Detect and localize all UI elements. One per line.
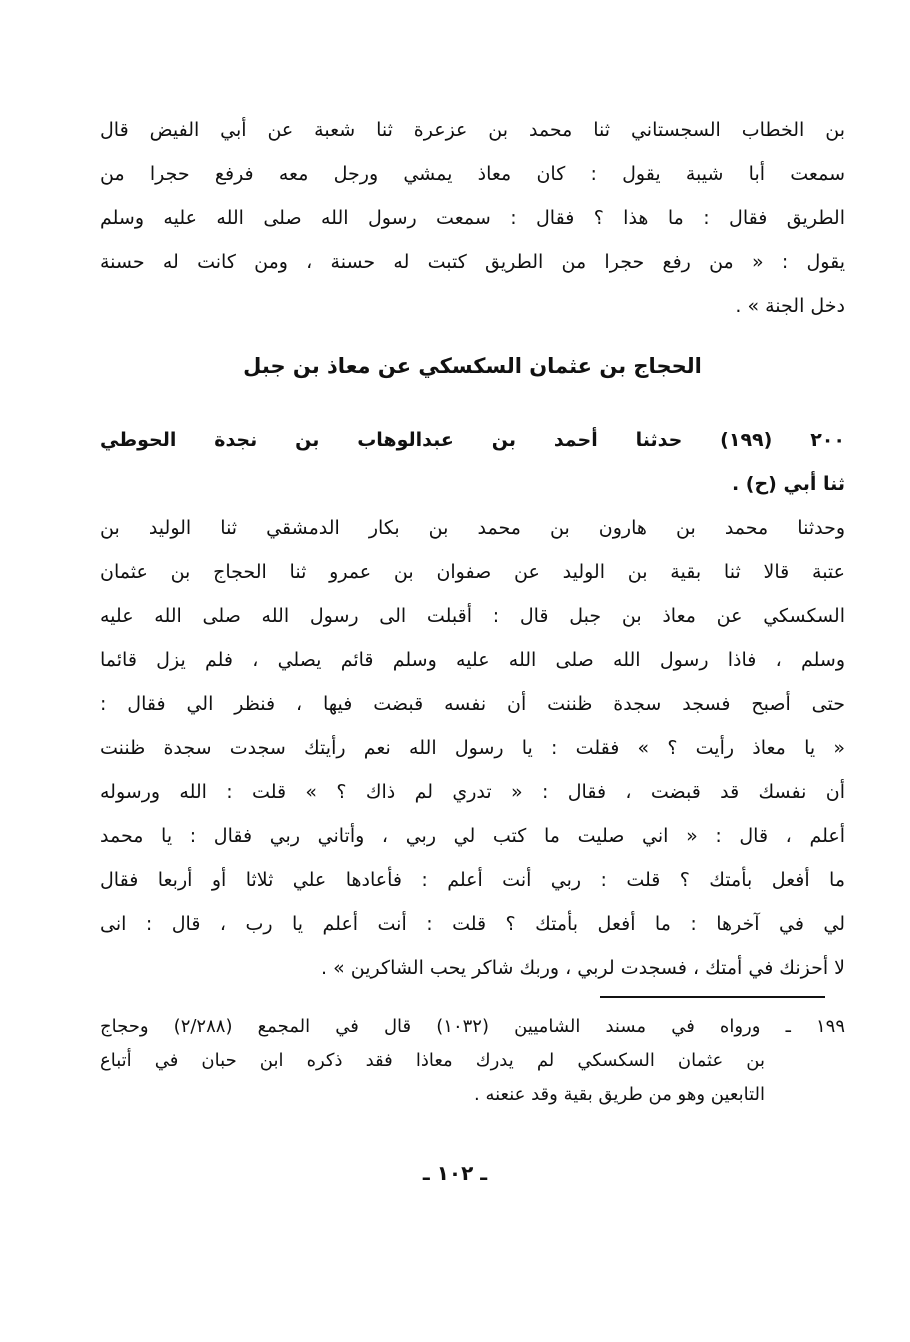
footnote-line: بن عثمان السكسكي لم يدرك معاذا فقد ذكره ابن حبان في أتباع <box>100 1050 765 1071</box>
text-line: وسلم ، فاذا رسول الله صلى الله عليه وسلم قائم يصلي ، فلم يزل قائما <box>100 649 845 671</box>
text-line: ما أفعل بأمتك ؟ قلت : ربي أنت أعلم : فأعادها علي ثلاثا أو أربعا فقال <box>100 869 845 891</box>
text-line: لي في آخرها : ما أفعل بأمتك ؟ قلت : أنت أعلم يا رب ، قال : انى <box>100 913 845 935</box>
text-line: سمعت أبا شيبة يقول : كان معاذ يمشي ورجل معه فرفع حجرا من <box>100 163 845 185</box>
text-line: « يا معاذ رأيت ؟ » فقلت : يا رسول الله نعم رأيتك سجدت سجدة ظننت <box>100 737 845 759</box>
text-line: ثنا أبي (ح) . <box>731 473 845 495</box>
hadith-paragraph-continuation <box>100 108 845 328</box>
footnote-divider <box>600 996 825 998</box>
text-line: الطريق فقال : ما هذا ؟ فقال : سمعت رسول الله صلى الله عليه وسلم <box>100 207 845 229</box>
text-line: ٢٠٠ (١٩٩) حدثنا أحمد بن عبدالوهاب بن نجدة الحوطي <box>100 429 845 451</box>
text-line: لا أحزنك في أمتك ، فسجدت لربي ، وربك شاكر يحب الشاكرين » . <box>321 957 845 979</box>
hadith-main-paragraph <box>100 506 845 990</box>
footnote <box>100 1010 845 1112</box>
page-number: ـ ١٠٢ ـ <box>422 1161 488 1185</box>
footnote-line: ١٩٩ ـ ورواه في مسند الشاميين (١٠٣٢) قال في المجمع (٢/٢٨٨) وحجاج <box>100 1016 845 1037</box>
text-line: بن الخطاب السجستاني ثنا محمد بن عزعرة ثنا شعبة عن أبي الفيض قال <box>100 119 845 141</box>
text-line: دخل الجنة » . <box>735 295 845 317</box>
text-line: عتبة قالا ثنا بقية بن الوليد عن صفوان بن عمرو ثنا الحجاج بن عثمان <box>100 561 845 583</box>
footnote-line: التابعين وهو من طريق بقية وقد عنعنه . <box>474 1084 765 1105</box>
text-line: يقول : « من رفع حجرا من الطريق كتبت له حسنة ، ومن كانت له حسنة <box>100 251 845 273</box>
text-line: السكسكي عن معاذ بن جبل قال : أقبلت الى رسول الله صلى الله عليه <box>100 605 845 627</box>
text-line: أعلم ، قال : « اني صليت ما كتب لي ربي ، وأتاني ربي فقال : يا محمد <box>100 825 845 847</box>
text-line: وحدثنا محمد بن هارون بن محمد بن بكار الدمشقي ثنا الوليد بن <box>100 517 845 539</box>
text-line: حتى أصبح فسجد سجدة ظننت أن نفسه قبضت فيها ، فنظر الي فقال : <box>100 693 845 715</box>
section-heading: الحجاج بن عثمان السكسكي عن معاذ بن جبل <box>243 354 702 378</box>
text-line: أن نفسك قد قبضت ، فقال : « تدري لم ذاك ؟ » قلت : الله ورسوله <box>100 781 845 803</box>
hadith-isnad-paragraph <box>100 418 845 506</box>
